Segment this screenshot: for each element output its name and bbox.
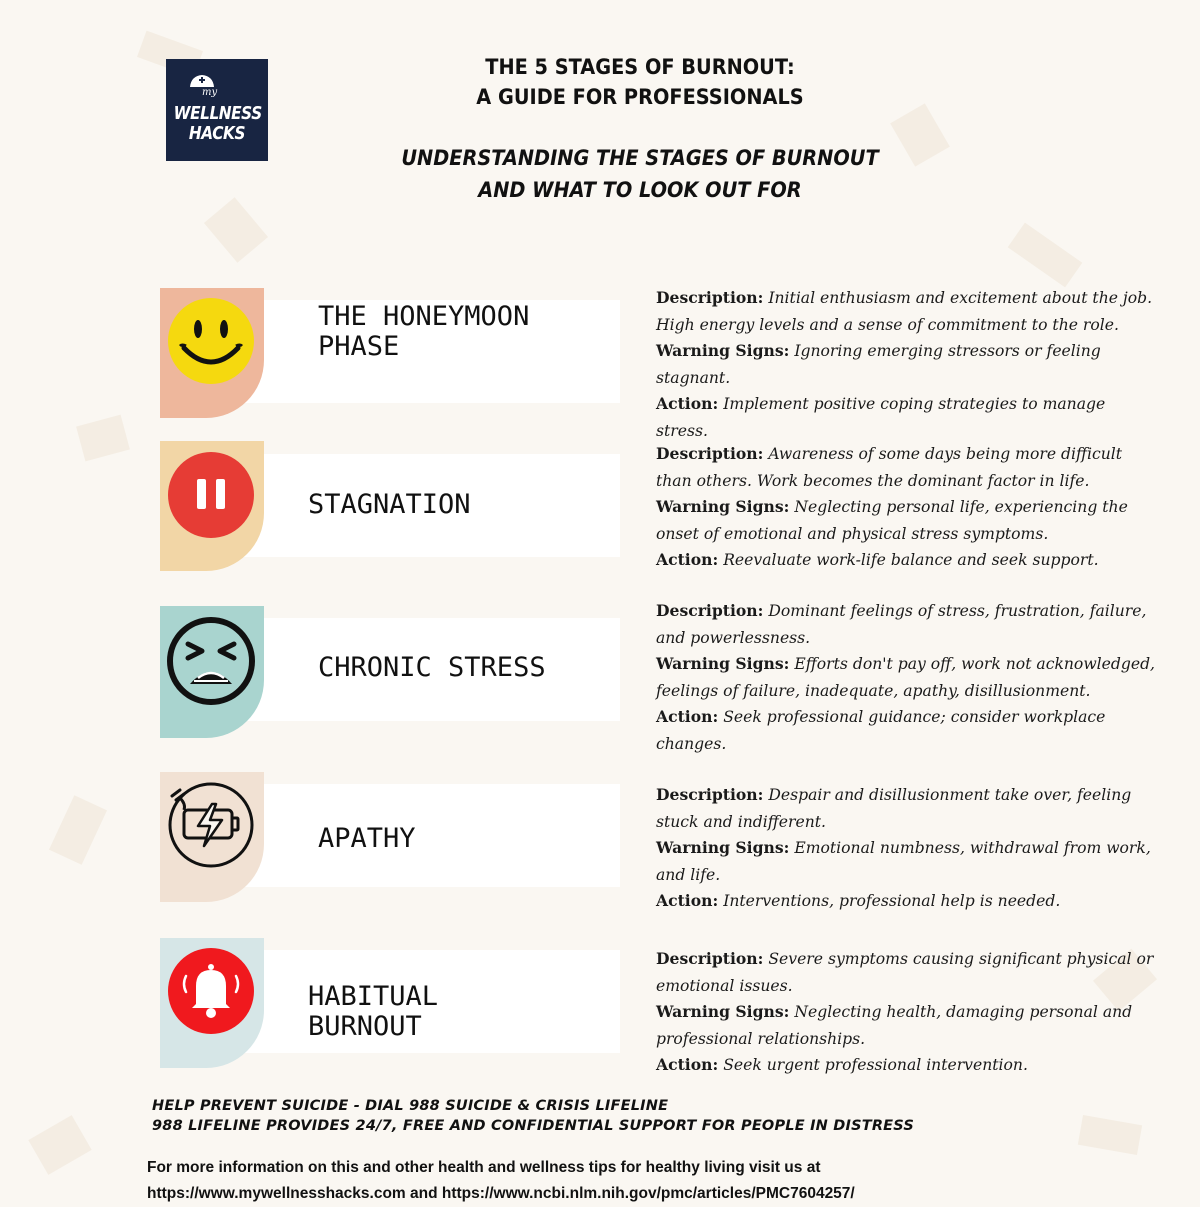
action-text: Implement positive coping strategies to manage stress.	[656, 395, 1106, 440]
smiley-face-icon	[166, 296, 256, 386]
stage-name-line1: CHRONIC STRESS	[318, 652, 546, 683]
warning-text: Ignoring emerging stressors or feeling stagnant.	[656, 342, 1101, 387]
helpline-notice	[152, 1096, 914, 1136]
warning-text: Neglecting personal life, experiencing the onset of emotional and physical stress symptoms.	[656, 498, 1128, 543]
stage-details	[656, 782, 1156, 915]
stage-details	[656, 598, 1156, 757]
action-label: Action:	[656, 707, 719, 726]
stage-name-line1: STAGNATION	[308, 489, 471, 520]
stage-name-line1: APATHY	[318, 823, 416, 854]
battery-charging-icon	[166, 780, 256, 870]
description-text: Awareness of some days being more difficult than others. Work becomes the dominant factor in life.	[656, 445, 1123, 490]
description-text: Severe symptoms causing significant physical or emotional issues.	[656, 950, 1154, 995]
action-text: Seek urgent professional intervention.	[723, 1056, 1028, 1074]
stage-name	[308, 490, 471, 520]
action-text: Interventions, professional help is needed.	[723, 892, 1061, 910]
stage-name-line1: THE HONEYMOON	[318, 301, 530, 332]
description-label: Description:	[656, 288, 764, 307]
stage-details	[656, 946, 1156, 1079]
background-confetti	[28, 1115, 91, 1175]
stage-details	[656, 441, 1156, 574]
description-text: Despair and disillusionment take over, feeling stuck and indifferent.	[656, 786, 1132, 831]
action-label: Action:	[656, 394, 719, 413]
background-confetti	[1078, 1115, 1142, 1155]
warning-label: Warning Signs:	[656, 497, 790, 516]
warning-label: Warning Signs:	[656, 1002, 790, 1021]
tired-face-icon	[166, 616, 256, 706]
action-text: Reevaluate work-life balance and seek support.	[723, 551, 1099, 569]
stage-name-line1: HABITUAL	[308, 981, 439, 1012]
warning-label: Warning Signs:	[656, 838, 790, 857]
warning-label: Warning Signs:	[656, 341, 790, 360]
pause-icon	[166, 450, 256, 540]
stage-name-line2: BURNOUT	[308, 1011, 422, 1042]
warning-text: Neglecting health, damaging personal and professional relationships.	[656, 1003, 1133, 1048]
description-label: Description:	[656, 444, 764, 463]
stage-details	[656, 285, 1156, 444]
background-confetti	[1008, 223, 1083, 288]
footer-line1: For more information on this and other health and wellness tips for healthy living visit us at	[147, 1159, 821, 1176]
background-confetti	[76, 415, 130, 462]
logo-my-text: my	[202, 87, 218, 98]
page-title-line1: THE 5 STAGES OF BURNOUT:	[485, 55, 795, 79]
stage-name	[318, 824, 416, 854]
stage-name	[308, 982, 438, 1042]
stage-name-line2: PHASE	[318, 331, 400, 362]
background-confetti	[204, 197, 268, 263]
description-label: Description:	[656, 785, 764, 804]
page-title	[364, 52, 916, 112]
page-title-line2: A GUIDE FOR PROFESSIONALS	[476, 85, 804, 109]
page-subtitle-line1: UNDERSTANDING THE STAGES OF BURNOUT	[401, 146, 879, 170]
stage-name	[318, 653, 546, 683]
stage-name	[318, 302, 529, 362]
description-label: Description:	[656, 949, 764, 968]
brand-logo	[166, 59, 268, 161]
alarm-bell-icon	[166, 946, 256, 1036]
page-subtitle-line2: AND WHAT TO LOOK OUT FOR	[478, 178, 802, 202]
page-subtitle	[364, 142, 916, 206]
action-label: Action:	[656, 550, 719, 569]
helpline-line2: 988 LIFELINE PROVIDES 24/7, FREE AND CONFIDENTIAL SUPPORT FOR PEOPLE IN DISTRESS	[152, 1118, 915, 1134]
description-text: Dominant feelings of stress, frustration, failure, and powerlessness.	[656, 602, 1147, 647]
warning-text: Efforts don't pay off, work not acknowledged, feelings of failure, inadequate, apathy, disillusionment.	[656, 655, 1156, 700]
description-label: Description:	[656, 601, 764, 620]
action-label: Action:	[656, 891, 719, 910]
background-confetti	[49, 795, 107, 865]
action-text: Seek professional guidance; consider workplace changes.	[656, 708, 1106, 753]
warning-label: Warning Signs:	[656, 654, 790, 673]
logo-hacks-text: HACKS	[188, 123, 246, 144]
footer-links[interactable]: https://www.mywellnesshacks.com and https://www.ncbi.nlm.nih.gov/pmc/articles/PMC7604257/	[147, 1185, 855, 1202]
warning-text: Emotional numbness, withdrawal from work, and life.	[656, 839, 1151, 884]
logo-wellness-text: WELLNESS	[173, 103, 262, 124]
helpline-line1: HELP PREVENT SUICIDE - DIAL 988 SUICIDE & CRISIS LIFELINE	[152, 1098, 669, 1114]
action-label: Action:	[656, 1055, 719, 1074]
footer-info	[147, 1155, 855, 1207]
description-text: Initial enthusiasm and excitement about the job. High energy levels and a sense of commitment to the role.	[656, 289, 1153, 334]
